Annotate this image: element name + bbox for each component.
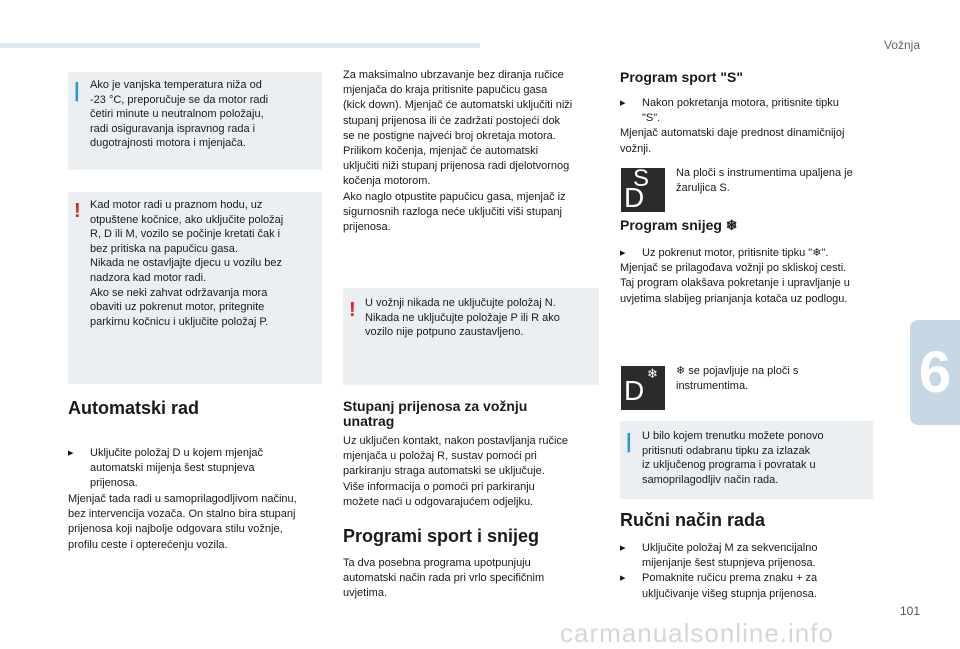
heading-line: unatrag (343, 413, 395, 429)
text-line: dugotrajnosti motora i mjenjača. (90, 137, 246, 150)
text-line: Kad motor radi u praznom hodu, uz (90, 199, 263, 211)
bullet-arrow-icon: ▸ (620, 247, 626, 259)
text-line: profilu ceste i opterećenju vozila. (68, 538, 228, 551)
text-line: Za maksimalno ubrzavanje bez diranja ručice (343, 69, 564, 81)
text-line: Ta dva posebna programa upotpunjuju (343, 557, 531, 569)
heading-snow: Program snijeg ❄ (620, 217, 738, 233)
text-line: uvjetima slabijeg prianjanja kotača uz podlogu. (620, 292, 848, 305)
text-line: pritisnuti odabranu tipku za izlazak (642, 444, 811, 457)
text-line: parkirnu kočnicu i uključite položaj P. (90, 315, 269, 328)
text-line: se ne postigne najveći broj okretaja motora. (343, 129, 556, 142)
warning-box-idle (68, 192, 322, 384)
chapter-tab[interactable]: 6 (910, 320, 960, 425)
text-line: sigurnosnih razloga neće uključiti viši stupanj (343, 205, 562, 218)
text-line: (kick down). Mjenjač će automatski uključiti niži (343, 99, 573, 112)
sport-bullet (620, 96, 873, 157)
text-line: bez pritiska na papučicu gasa. (90, 242, 238, 255)
text-line: Više informacija o pomoći pri parkiranju (343, 480, 535, 493)
manual-bullets (620, 541, 873, 602)
programs-text (343, 556, 599, 602)
text-line: "S". (642, 112, 661, 125)
text-line: U vožnji nikada ne uključujte položaj N. (365, 297, 556, 309)
text-line: otpuštene kočnice, ako uključite položaj (90, 213, 284, 226)
text-line: vožnji. (620, 142, 652, 155)
warning-exclamation-icon: ! (74, 200, 81, 222)
info-bar-icon: | (626, 431, 632, 453)
text-line: žaruljica S. (676, 182, 730, 195)
text-line: ❄ se pojavljuje na ploči s (676, 365, 799, 377)
info-box-program-exit (620, 421, 873, 499)
text-line: Uključite položaj M za sekvencijalno (642, 542, 818, 554)
text-line: Prilikom kočenja, mjenjač će automatski (343, 145, 539, 158)
text-line: Nikada ne uključujte položaje P ili R ako (365, 311, 560, 324)
heading-sport: Program sport "S" (620, 69, 743, 85)
text-line: R, D ili M, vozilo se počinje kretati čak i (90, 228, 281, 241)
text-line: Uz pokrenut motor, pritisnite tipku "❄". (642, 247, 829, 259)
text-line: obaviti uz pokrenut motor, pritegnite (90, 301, 265, 314)
text-line: bez intervencija vozača. On stalno bira stupanj (68, 508, 296, 521)
automatic-bullet (68, 446, 322, 492)
reverse-text (343, 434, 599, 510)
text-line: Ako je vanjska temperatura niža od (90, 79, 262, 91)
text-line: Nikada ne ostavljajte djecu u vozilu bez (90, 257, 283, 270)
text-line: prijenosa. (90, 477, 138, 490)
text-line: kočenja motorom. (343, 175, 431, 188)
watermark: carmanualsonline.info (560, 618, 834, 648)
text-line: Uključite položaj D u kojem mjenjač (90, 447, 264, 459)
text-line: prijenosa koji najbolje odgovara stilu vožnje, (68, 523, 283, 536)
text-line: uvjetima. (343, 587, 388, 600)
text-line: uključiti niži stupanj prijenosa radi djelotvornog (343, 160, 570, 173)
heading-manual: Ručni način rada (620, 510, 766, 530)
text-line: -23 °C, preporučuje se da motor radi (90, 93, 269, 106)
bullet-arrow-icon: ▸ (620, 572, 626, 585)
text-line: Mjenjač se prilagođava vožnji po skliskoj cesti. (620, 262, 847, 275)
text-line: parkiranju straga automatski se uključuje. (343, 465, 545, 478)
text-line: uključivanje višeg stupnja prijenosa. (642, 587, 817, 600)
text-line: mjenjača do kraja pritisnite papučicu gasa (343, 84, 548, 97)
text-line: radi osiguravanja ispravnog rada i (90, 122, 256, 135)
snow-icon-text (676, 364, 876, 394)
page-number: 101 (899, 604, 920, 618)
sport-icon-text (676, 166, 876, 196)
text-line: nadzora kad motor radi. (90, 271, 207, 284)
sport-s-indicator-icon: S D (621, 168, 665, 212)
text-line: prijenosa. (343, 221, 391, 234)
header-bar (0, 43, 480, 48)
heading-reverse (343, 399, 599, 429)
kickdown-text (343, 68, 599, 235)
text-line: Uz uključen kontakt, nakon postavljanja ručice (343, 435, 569, 447)
text-line: četiri minute u neutralnom položaju, (90, 108, 264, 121)
text-line: Ako naglo otpustite papučicu gasa, mjenjač iz (343, 190, 566, 203)
bullet-arrow-icon: ▸ (620, 542, 626, 554)
text-line: Ako se neki zahvat održavanja mora (90, 286, 268, 299)
text-line: Mjenjač automatski daje prednost dinamičnijoj (620, 127, 845, 140)
text-line: možete naći u odgovarajućem odjeljku. (343, 495, 534, 508)
text-line: vozilo nije potpuno zaustavljeno. (365, 326, 524, 339)
text-line: iz uključenog programa i povratak u (642, 459, 816, 472)
text-line: Mjenjač tada radi u samoprilagodljivom načinu, (68, 493, 297, 505)
snow-indicator-icon: D ❄ (621, 366, 665, 410)
text-line: samoprilagodljiv način rada. (642, 473, 779, 486)
warning-box-neutral (343, 288, 599, 385)
section-title: Vožnja (883, 38, 920, 52)
text-line: instrumentima. (676, 380, 749, 393)
snow-text (620, 246, 873, 307)
heading-programs: Programi sport i snijeg (343, 526, 540, 546)
text-line: mijenjanje šest stupnjeva prijenosa. (642, 557, 816, 570)
heading-line: Stupanj prijenosa za vožnju (343, 398, 528, 414)
heading-automatic: Automatski rad (68, 398, 200, 418)
text-line: Nakon pokretanja motora, pritisnite tipku (642, 97, 839, 109)
text-line: automatski mijenja šest stupnjeva (90, 462, 255, 475)
text-line: Taj program olakšava pokretanje i upravljanje u (620, 277, 850, 290)
info-box-temperature (68, 72, 322, 170)
text-line: automatski način rada pri vrlo specifičnim (343, 572, 545, 585)
warning-exclamation-icon: ! (349, 299, 356, 321)
bullet-arrow-icon: ▸ (620, 97, 626, 109)
text-line: mjenjača u položaj R, sustav pomoći pri (343, 450, 537, 463)
text-line: stupanj prijenosa ili će zadržati postojeći dok (343, 114, 561, 127)
text-line: Na ploči s instrumentima upaljena je (676, 167, 853, 179)
text-line: U bilo kojem trenutku možete ponovo (642, 430, 824, 442)
info-bar-icon: | (74, 80, 80, 102)
bullet-arrow-icon: ▸ (68, 447, 74, 459)
automatic-body (68, 492, 322, 553)
text-line: Pomaknite ručicu prema znaku + za (642, 572, 818, 585)
